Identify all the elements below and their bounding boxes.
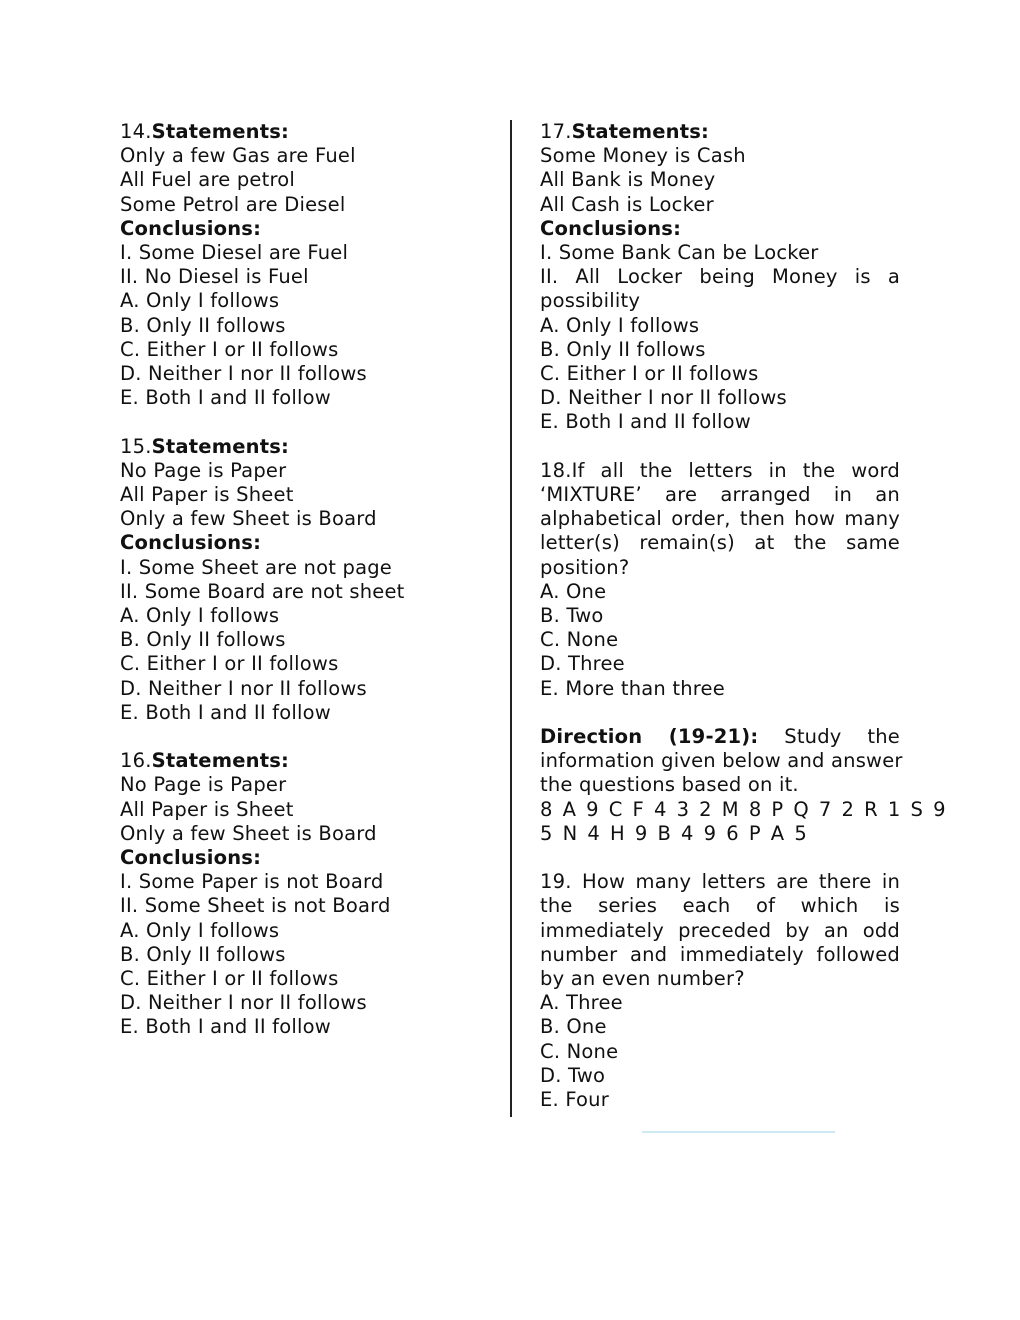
answer-option: A. Only I follows bbox=[540, 313, 700, 337]
statement: Some Petrol are Diesel bbox=[120, 192, 346, 216]
answer-option: A. Three bbox=[540, 991, 623, 1015]
statement: All Paper is Sheet bbox=[120, 797, 294, 821]
direction-text: Study the bbox=[758, 725, 900, 749]
answer-option: D. Neither I nor II follows bbox=[120, 362, 367, 386]
conclusion: II. Some Board are not sheet bbox=[120, 579, 405, 603]
answer-option: E. Both I and II follow bbox=[540, 410, 751, 434]
question-18 bbox=[540, 459, 900, 701]
statement: Only a few Gas are Fuel bbox=[120, 144, 356, 168]
answer-option: A. Only I follows bbox=[120, 918, 280, 942]
statement: All Cash is Locker bbox=[540, 192, 714, 216]
question-14 bbox=[120, 120, 500, 410]
answer-option: E. Four bbox=[540, 1088, 609, 1112]
conclusion: I. Some Sheet are not page bbox=[120, 555, 392, 579]
answer-option: B. Two bbox=[540, 604, 604, 628]
footer-rule bbox=[642, 1131, 835, 1133]
answer-option: A. One bbox=[540, 579, 607, 603]
answer-option: A. Only I follows bbox=[120, 289, 280, 313]
answer-option: C. Either I or II follows bbox=[120, 967, 339, 991]
answer-option: D. Two bbox=[540, 1063, 606, 1087]
question-number: 15. bbox=[120, 434, 152, 458]
question-text-line: by an even number? bbox=[540, 967, 745, 991]
conclusion: I. Some Diesel are Fuel bbox=[120, 241, 349, 265]
answer-option: C. None bbox=[540, 628, 619, 652]
conclusion: II. Some Sheet is not Board bbox=[120, 894, 391, 918]
answer-option: B. Only II follows bbox=[120, 628, 286, 652]
question-number: 17. bbox=[540, 120, 572, 143]
statement: No Page is Paper bbox=[120, 773, 287, 797]
series-line: 8 A 9 C F 4 3 2 M 8 P Q 7 2 R 1 S 9 bbox=[540, 797, 947, 821]
conclusions-label: Conclusions: bbox=[120, 216, 262, 240]
answer-option: E. Both I and II follow bbox=[120, 700, 331, 724]
question-text-line: 19. How many letters are there in bbox=[540, 870, 900, 894]
statements-label: Statements: bbox=[571, 120, 710, 143]
question-text-line: number and immediately followed bbox=[540, 942, 900, 966]
question-text-line: position? bbox=[540, 555, 630, 579]
statement: All Bank is Money bbox=[540, 168, 716, 192]
direction-first-line bbox=[540, 725, 900, 749]
answer-option: B. Only II follows bbox=[120, 942, 286, 966]
question-number: 16. bbox=[120, 749, 152, 773]
right-column bbox=[540, 120, 947, 1136]
direction-19-21 bbox=[540, 725, 947, 846]
column-divider bbox=[510, 120, 512, 1117]
statements-label: Statements: bbox=[151, 434, 290, 458]
statement: No Page is Paper bbox=[120, 458, 287, 482]
statement: All Fuel are petrol bbox=[120, 168, 295, 192]
question-text-line: ‘MIXTURE’ are arranged in an bbox=[540, 483, 900, 507]
question-text-line: the series each of which is bbox=[540, 894, 900, 918]
question-16 bbox=[120, 749, 500, 1039]
conclusion-continued: possibility bbox=[540, 289, 641, 313]
conclusion: I. Some Bank Can be Locker bbox=[540, 241, 819, 265]
question-text-line: 18.If all the letters in the word bbox=[540, 458, 900, 482]
answer-option: A. Only I follows bbox=[120, 604, 280, 628]
answer-option: B. Only II follows bbox=[120, 313, 286, 337]
answer-option: B. Only II follows bbox=[540, 337, 706, 361]
question-17 bbox=[540, 120, 900, 435]
conclusion: II. No Diesel is Fuel bbox=[120, 265, 309, 289]
question-text-line: immediately preceded by an odd bbox=[540, 918, 900, 942]
direction-label: Direction (19-21): bbox=[540, 725, 759, 749]
question-text-line: alphabetical order, then how many bbox=[540, 507, 900, 531]
answer-option: D. Neither I nor II follows bbox=[120, 991, 367, 1015]
statement: Only a few Sheet is Board bbox=[120, 821, 377, 845]
conclusions-label: Conclusions: bbox=[540, 216, 682, 240]
answer-option: C. None bbox=[540, 1039, 619, 1063]
statements-label: Statements: bbox=[151, 120, 290, 143]
statement: All Paper is Sheet bbox=[120, 483, 294, 507]
statements-label: Statements: bbox=[151, 749, 290, 773]
question-15 bbox=[120, 435, 500, 725]
answer-option: D. Neither I nor II follows bbox=[120, 676, 367, 700]
answer-option: D. Three bbox=[540, 652, 625, 676]
question-19 bbox=[540, 870, 900, 1112]
left-column bbox=[120, 120, 500, 1064]
conclusions-label: Conclusions: bbox=[120, 846, 262, 870]
conclusions-label: Conclusions: bbox=[120, 531, 262, 555]
conclusion: II. All Locker being Money is a bbox=[540, 265, 900, 289]
answer-option: D. Neither I nor II follows bbox=[540, 386, 787, 410]
statement: Only a few Sheet is Board bbox=[120, 507, 377, 531]
answer-option: C. Either I or II follows bbox=[120, 337, 339, 361]
answer-option: B. One bbox=[540, 1015, 607, 1039]
answer-option: E. Both I and II follow bbox=[120, 1015, 331, 1039]
answer-option: C. Either I or II follows bbox=[540, 362, 759, 386]
series-line: 5 N 4 H 9 B 4 9 6 P A 5 bbox=[540, 821, 809, 845]
question-text-line: letter(s) remain(s) at the same bbox=[540, 531, 900, 555]
question-number: 14. bbox=[120, 120, 152, 143]
direction-text-line: the questions based on it. bbox=[540, 773, 799, 797]
answer-option: E. Both I and II follow bbox=[120, 386, 331, 410]
conclusion: I. Some Paper is not Board bbox=[120, 870, 384, 894]
statement: Some Money is Cash bbox=[540, 144, 746, 168]
direction-text-line: information given below and answer bbox=[540, 749, 903, 773]
answer-option: C. Either I or II follows bbox=[120, 652, 339, 676]
answer-option: E. More than three bbox=[540, 676, 725, 700]
